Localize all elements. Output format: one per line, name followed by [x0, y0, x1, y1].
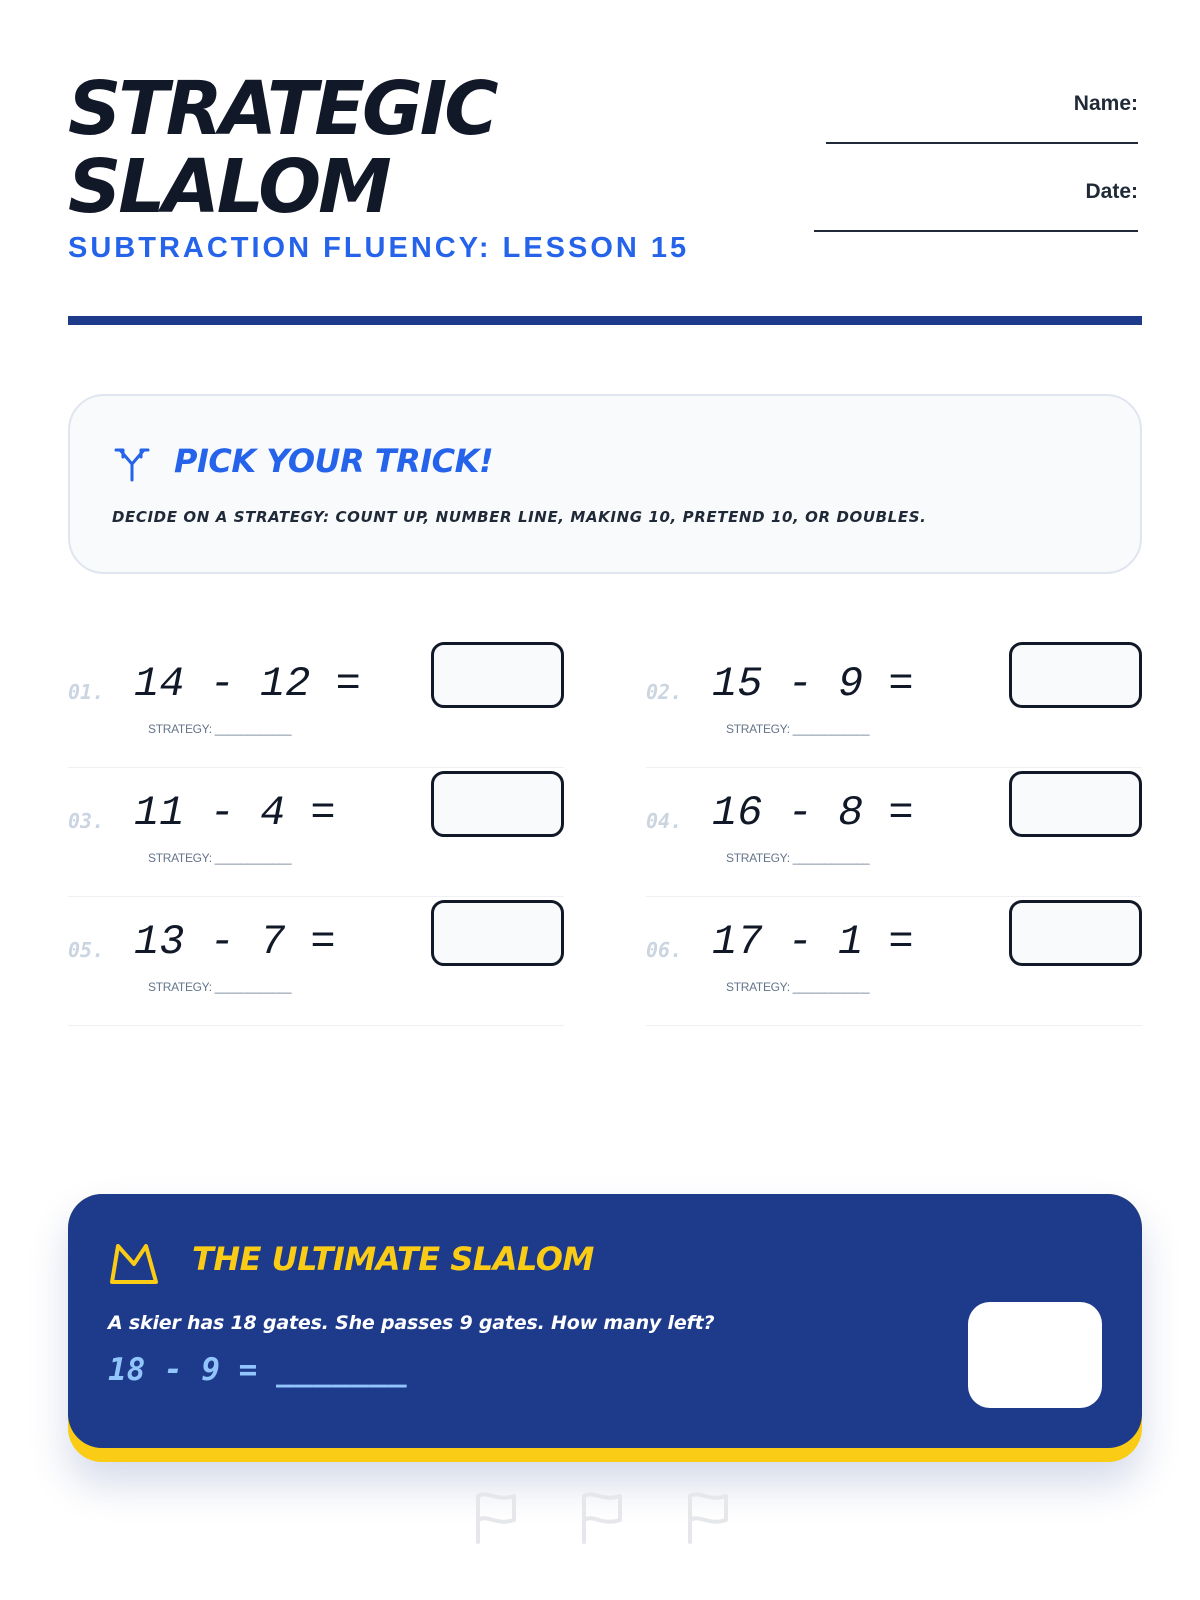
problem-number: 04. — [646, 809, 683, 833]
strategy-line[interactable]: STRATEGY: ____________ — [726, 722, 870, 736]
title-line-1: STRATEGIC — [68, 66, 496, 152]
problem-item — [646, 640, 1142, 768]
strategy-line[interactable]: STRATEGY: ____________ — [148, 722, 292, 736]
problem-item — [68, 769, 564, 897]
date-label: Date: — [1085, 180, 1138, 203]
problem-expression: 13 - 7 = — [134, 918, 336, 966]
answer-box[interactable] — [1009, 642, 1142, 708]
problem-expression: 11 - 4 = — [134, 789, 336, 837]
problem-number: 02. — [646, 680, 683, 704]
worksheet-title — [68, 66, 628, 230]
problem-number: 03. — [68, 809, 105, 833]
title-line-2: SLALOM — [68, 144, 389, 230]
problem-item — [68, 898, 564, 1026]
problem-expression: 17 - 1 = — [712, 918, 914, 966]
answer-box[interactable] — [1009, 771, 1142, 837]
strategy-line[interactable]: STRATEGY: ____________ — [148, 851, 292, 865]
problem-item — [68, 640, 564, 768]
problem-expression: 16 - 8 = — [712, 789, 914, 837]
bonus-answer-box[interactable] — [968, 1302, 1102, 1408]
flag-icon — [686, 1490, 730, 1544]
flag-icon — [580, 1490, 624, 1544]
answer-box[interactable] — [1009, 900, 1142, 966]
bonus-title: THE ULTIMATE SLALOM — [192, 1240, 594, 1278]
header-divider — [68, 316, 1142, 325]
problem-item — [646, 898, 1142, 1026]
split-arrow-icon — [112, 442, 152, 482]
footer-flags — [474, 1490, 734, 1546]
name-field[interactable] — [826, 142, 1138, 144]
flag-icon — [474, 1490, 518, 1544]
strategy-line[interactable]: STRATEGY: ____________ — [148, 980, 292, 994]
problem-number: 06. — [646, 938, 683, 962]
bonus-expression[interactable]: 18 - 9 = _______ — [108, 1352, 407, 1388]
tip-instructions: DECIDE ON A STRATEGY: COUNT UP, NUMBER LINE, MAKING 10, PRETEND 10, OR DOUBLES. — [112, 508, 927, 526]
lesson-subtitle: SUBTRACTION FLUENCY: LESSON 15 — [68, 232, 690, 264]
student-info — [808, 92, 1138, 268]
name-label: Name: — [1073, 92, 1138, 115]
strategy-line[interactable]: STRATEGY: ____________ — [726, 851, 870, 865]
crown-icon — [108, 1240, 160, 1286]
bonus-question: A skier has 18 gates. She passes 9 gates. How many left? — [108, 1312, 715, 1334]
problem-number: 01. — [68, 680, 105, 704]
strategy-tip-box — [68, 394, 1142, 574]
bonus-challenge-card — [68, 1194, 1142, 1448]
problem-item — [646, 769, 1142, 897]
problem-number: 05. — [68, 938, 105, 962]
answer-box[interactable] — [431, 642, 564, 708]
answer-box[interactable] — [431, 900, 564, 966]
problem-expression: 15 - 9 = — [712, 660, 914, 708]
strategy-line[interactable]: STRATEGY: ____________ — [726, 980, 870, 994]
problem-expression: 14 - 12 = — [134, 660, 361, 708]
tip-heading: PICK YOUR TRICK! — [174, 442, 494, 480]
answer-box[interactable] — [431, 771, 564, 837]
date-field[interactable] — [814, 230, 1138, 232]
